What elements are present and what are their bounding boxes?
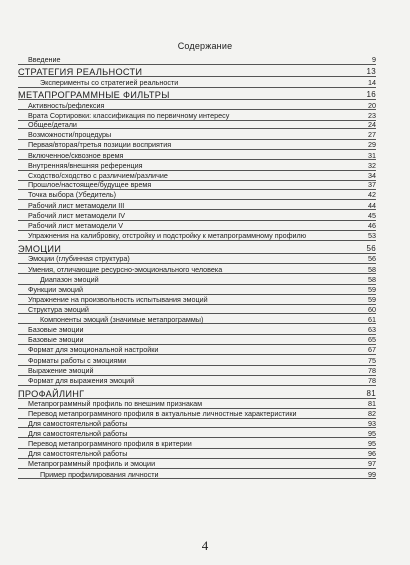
toc-entry <box>18 366 376 376</box>
toc-entry-page: 96 <box>368 449 376 459</box>
toc-entry <box>18 459 376 469</box>
toc-entry-title: Структура эмоций <box>28 304 89 314</box>
toc-entry-page: 58 <box>368 274 376 284</box>
contents-title: Содержание <box>177 41 233 51</box>
toc-entry <box>18 429 376 439</box>
toc-entry-page: 16 <box>366 90 376 100</box>
toc-entry-page: 82 <box>368 409 376 419</box>
toc-entry <box>18 101 376 111</box>
toc-entry-title: Базовые эмоции <box>28 335 84 345</box>
toc-entry-page: 20 <box>368 100 376 110</box>
toc-entry <box>18 439 376 449</box>
toc-entry-title: Сходство/сходство с различием/различие <box>28 171 168 181</box>
toc-entry-title: ПРОФАЙЛИНГ <box>18 388 85 399</box>
toc-entry-page: 31 <box>368 150 376 160</box>
toc-entry-title: МЕТАПРОГРАММНЫЕ ФИЛЬТРЫ <box>18 90 170 101</box>
toc-entry-page: 14 <box>368 77 376 87</box>
toc-entry <box>18 285 376 295</box>
toc-entry-title: Форматы работы с эмоциями <box>28 355 127 365</box>
toc-entry <box>18 181 376 190</box>
toc-entry-page: 34 <box>368 171 376 181</box>
toc-entry-title: Перевод метапрограммного профиля в актуальные личностные характеристики <box>28 409 297 419</box>
toc-entry <box>18 470 376 480</box>
toc-entry-title: Активность/рефлексия <box>28 100 105 110</box>
toc-entry <box>18 376 376 386</box>
toc-entry-title: Базовые эмоции <box>28 324 84 334</box>
toc-entry-page: 13 <box>366 67 376 77</box>
toc-entry-page: 56 <box>368 254 376 264</box>
toc-entry-title: Рабочий лист метамодели III <box>28 200 125 210</box>
toc-entry-page: 61 <box>368 314 376 324</box>
toc-entry <box>18 211 376 221</box>
toc-entry <box>18 221 376 231</box>
toc-entry-page: 78 <box>368 366 376 376</box>
toc-entry-page: 42 <box>368 190 376 200</box>
toc-entry <box>18 190 376 200</box>
toc-entry-title: ЭМОЦИИ <box>18 243 62 254</box>
toc-entry-page: 81 <box>368 399 376 409</box>
toc-entry <box>18 201 376 211</box>
toc-rule-line <box>18 64 376 65</box>
toc-entry-title: Эмоции (глубинная структура) <box>28 254 130 264</box>
toc-entry <box>18 78 376 88</box>
toc-entry <box>18 335 376 345</box>
toc-entry-title: Метапрограммный профиль по внешним признакам <box>28 399 203 409</box>
toc-entry-page: 81 <box>366 388 376 398</box>
toc-entry-page: 60 <box>368 304 376 314</box>
toc-entry-title: Упражнения на калибровку, отстройку и подстройку к метапрограммному профилю <box>28 231 307 241</box>
toc-entry-page: 78 <box>368 376 376 386</box>
toc-entry <box>18 55 376 65</box>
toc-entry-title: Формат для эмоциональной настройки <box>28 345 159 355</box>
table-of-contents <box>18 55 376 480</box>
toc-entry-title: Функции эмоций <box>28 285 84 295</box>
toc-entry-title: Упражнение на произвольность испытывания эмоций <box>28 295 208 305</box>
toc-entry-title: Для самостоятельной работы <box>28 418 128 428</box>
toc-entry-page: 95 <box>368 438 376 448</box>
toc-entry-title: Включенное/сквозное время <box>28 150 124 160</box>
toc-entry-page: 24 <box>368 120 376 130</box>
toc-entry <box>18 306 376 315</box>
toc-entry-title: Метапрограммный профиль и эмоции <box>28 459 156 469</box>
toc-entry <box>18 449 376 459</box>
toc-entry-page: 44 <box>368 200 376 210</box>
toc-entry-title: СТРАТЕГИЯ РЕАЛЬНОСТИ <box>18 67 143 78</box>
toc-entry <box>18 420 376 429</box>
toc-entry-page: 27 <box>368 129 376 139</box>
toc-entry-title: Рабочий лист метамодели V <box>28 221 124 231</box>
toc-entry-page: 59 <box>368 295 376 305</box>
toc-entry-title: Внутренняя/внешняя референция <box>28 160 143 170</box>
toc-entry <box>18 161 376 171</box>
toc-entry <box>18 254 376 264</box>
toc-entry-page: 67 <box>368 345 376 355</box>
toc-section-heading <box>18 67 376 78</box>
toc-entry-page: 99 <box>368 469 376 479</box>
toc-entry-page: 46 <box>368 221 376 231</box>
toc-entry <box>18 315 376 325</box>
toc-entry-page: 45 <box>368 210 376 220</box>
toc-entry <box>18 130 376 140</box>
toc-entry-title: Пример профилирования личности <box>40 469 159 479</box>
toc-entry-title: Возможности/процедуры <box>28 129 112 139</box>
toc-entry-page: 37 <box>368 180 376 190</box>
toc-entry <box>18 275 376 285</box>
toc-entry-page: 95 <box>368 428 376 438</box>
toc-entry-title: Общее/детали <box>28 120 77 130</box>
toc-entry-page: 29 <box>368 140 376 150</box>
toc-entry-title: Для самостоятельной работы <box>28 449 128 459</box>
toc-entry-title: Компоненты эмоций (значимые метапрограммы) <box>40 314 204 324</box>
toc-entry-page: 97 <box>368 459 376 469</box>
toc-entry-title: Перевод метапрограммного профиля в критерии <box>28 438 192 448</box>
toc-entry-page: 32 <box>368 160 376 170</box>
toc-entry <box>18 151 376 161</box>
toc-entry-title: Введение <box>28 55 61 64</box>
toc-entry-title: Выражение эмоций <box>28 366 94 376</box>
toc-entry-title: Эксперименты со стратегией реальности <box>40 77 179 87</box>
toc-entry-title: Для самостоятельной работы <box>28 428 128 438</box>
toc-entry-title: Рабочий лист метамодели IV <box>28 210 126 220</box>
toc-entry <box>18 231 376 241</box>
toc-entry <box>18 356 376 366</box>
toc-entry <box>18 265 376 275</box>
toc-entry-title: Прошлое/настоящее/будущее время <box>28 180 152 190</box>
toc-entry-page: 93 <box>368 418 376 428</box>
toc-entry-title: Первая/вторая/третья позиции восприятия <box>28 140 172 150</box>
toc-entry-page: 56 <box>366 243 376 253</box>
toc-entry-page: 23 <box>368 110 376 120</box>
toc-entry <box>18 140 376 150</box>
toc-entry-title: Врата Сортировки: классификация по первичному интересу <box>28 110 230 120</box>
toc-entry-page: 65 <box>368 335 376 345</box>
toc-section-heading <box>18 244 376 255</box>
toc-entry <box>18 345 376 355</box>
page-number: 4 <box>201 538 209 553</box>
toc-entry-title: Диапазон эмоций <box>40 274 99 284</box>
toc-section-heading <box>18 389 376 400</box>
toc-entry-page: 75 <box>368 355 376 365</box>
toc-entry-title: Формат для выражения эмоций <box>28 376 135 386</box>
toc-entry-page: 53 <box>368 231 376 241</box>
toc-entry-page: 9 <box>372 55 376 64</box>
toc-entry <box>18 399 376 409</box>
toc-entry-page: 58 <box>368 264 376 274</box>
toc-section-heading <box>18 90 376 101</box>
toc-entry-title: Точка выбора (Убедитель) <box>28 190 116 200</box>
toc-entry <box>18 325 376 335</box>
toc-entry <box>18 121 376 130</box>
toc-entry-page: 59 <box>368 285 376 295</box>
toc-entry-title: Умения, отличающие ресурсно-эмоционального человека <box>28 264 223 274</box>
toc-entry-page: 63 <box>368 324 376 334</box>
